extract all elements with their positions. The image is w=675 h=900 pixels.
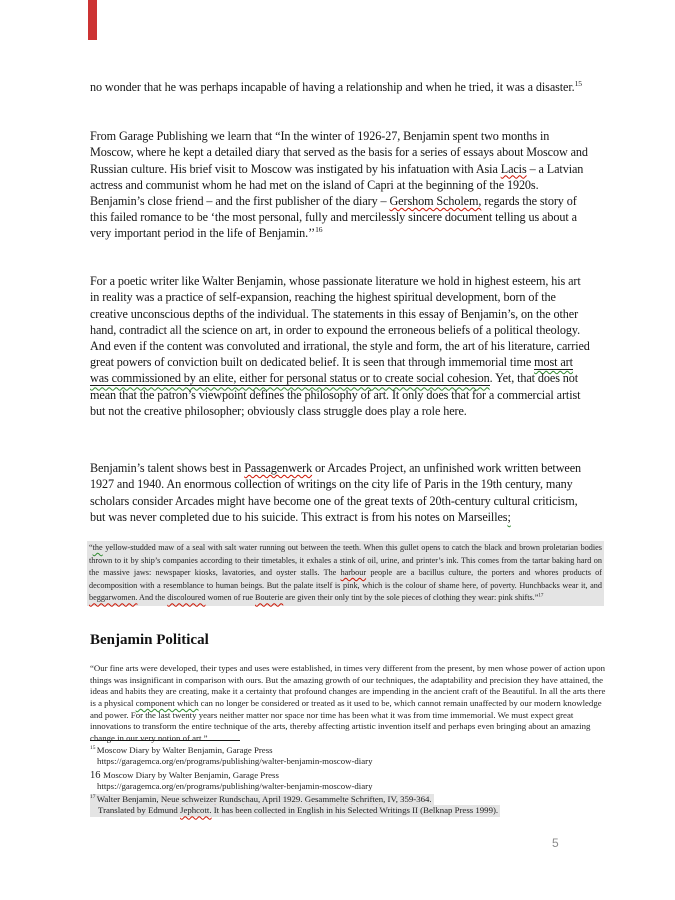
footnote-16-citation	[90, 770, 600, 781]
text-segment-sup: 17	[538, 592, 544, 599]
text-segment-sqred: Bouterie	[255, 593, 284, 603]
paragraph-poetic-writer	[90, 273, 590, 419]
footnote-17-translation	[90, 805, 600, 816]
text-segment-plain: are given their only tint by the sole pieces of clothing they wear: pink shifts.”	[283, 593, 539, 603]
text-segment-sup: 16	[315, 225, 323, 235]
text-segment-plain: yellow-studded maw of a seal with salt water running out between the teeth. When this gullet opens to catch the black and brown proletarian bodies thrown to it by ship’s companies according to their timetables, it exhales a stink of oil, urine, and printer’s ink. This comes from the tartar baking hard on the massive jaws: newspaper kiosks, lavatories, and oyster stalls. The	[89, 543, 602, 578]
text-segment-sqred: Lacis	[500, 161, 527, 176]
text-segment-sqred: beggarwomen.	[89, 593, 138, 603]
text-segment-sqgreen: component which	[135, 697, 199, 708]
footnote-17-citation	[90, 794, 600, 805]
text-segment-plain: can no longer be considered or treated as it used to be, which cannot remain unaffected by our modern knowledge and power. For the last twenty years neither matter nor space nor time has been what it was from time immemorial. We must expect great innovations to transform the entire technique of the arts, thereby affecting artistic invention itself and perhaps even bringing about an amazing change in our very notion of art.”	[90, 697, 602, 744]
footnote-separator	[90, 740, 240, 741]
text-segment-sup: 15	[574, 79, 582, 89]
text-segment-sqred: Jephcott.	[180, 805, 212, 816]
text-segment-plain: IV, 359-364.	[385, 794, 432, 805]
fine-arts-quote-paragraph	[90, 663, 607, 745]
section-heading-benjamin-political: Benjamin Political	[90, 632, 209, 649]
text-segment-sqred: Gershom Scholem,	[389, 194, 482, 208]
text-segment-sqred: Passagenwerk	[244, 461, 313, 476]
footnotes-section	[90, 745, 600, 819]
text-segment-plain: regards the story of this failed romance to be ‘the most personal, fully and mercilessly sincere document telling us about a very important period in the life of Benjamin.’’	[90, 194, 577, 241]
text-segment-sqred: discoloured	[167, 593, 206, 603]
text-segment-plain: “	[89, 543, 93, 552]
red-marker-bar	[88, 0, 97, 40]
text-segment-sqred: Neue schweizer Rundschau,	[160, 794, 261, 805]
text-segment-plain: Moscow Diary by Walter Benjamin, Garage Press	[103, 769, 279, 780]
footnote-15-url: https://garagemca.org/en/programs/publishing/walter-benjamin-moscow-diary	[97, 756, 373, 767]
marseilles-quote-block	[87, 541, 604, 606]
text-segment-plain: Walter Benjamin,	[96, 794, 161, 805]
text-segment-plain: people are a bacillus culture, the porters and whores products of decomposition with a resemblance to human beings. But the palate itself is pink, which is the colour of shame here, of poverty. Hunchbacks wear it, and	[89, 568, 603, 590]
text-segment-usqgreen: most art was commissioned by an elite, either for personal status or to create social cohesion	[90, 355, 573, 386]
text-segment-plain: It has been collected in English in his Selected Writings II (Belknap Press 1999).	[211, 805, 499, 816]
text-segment-plain: “Our fine arts were developed, their types and uses were established, in times very different from the present, by men whose power of action upon things was insignificant in comparison with ours. But the amazing growth of our techniques, the adaptability and precision they have attained, the ideas and habits they are creating, make it a certainty that profound changes are impending in the ancient craft of the Beautiful. In all the arts there is a physical	[90, 662, 606, 708]
footnote-16-url: https://garagemca.org/en/programs/publishing/walter-benjamin-moscow-diary	[97, 780, 373, 791]
text-segment-plain: . Yet, that does not mean that the patron’s viewpoint defines the philosophy of art. It only does that for a commercial artist but not the creative philosopher; obviously class struggle does play a role here.	[90, 371, 581, 418]
page-number: 5	[552, 836, 559, 850]
footnote-17-citation-text	[90, 794, 434, 805]
text-segment-sup: 17	[90, 794, 97, 801]
footnote-17-translation-text	[90, 805, 500, 816]
text-segment-sqred: Gesammelte Schriften,	[304, 794, 386, 805]
text-segment-plain: Moscow Diary by Walter Benjamin, Garage Press	[96, 745, 273, 755]
text-segment-plain: April 1929.	[260, 794, 305, 805]
text-segment-plain: Benjamin’s talent shows best in	[90, 461, 245, 476]
text-segment-plain: For a poetic writer like Walter Benjamin, whose passionate literature we hold in highest esteem, his art in reality was a practice of self-expansion, reaching the highest spiritual development, born of the creative unconscious depths of the individual. The statements in this essay of Benjamin’s, on the other hand, contradict all the science on art, in order to expound the erroneous beliefs of a political theology. And even if the content was convoluted and irrational, the style and form, the art of his literature, carried great powers of conviction built on dedicated belief. It is seen that through immemorial time	[90, 274, 590, 370]
text-segment-sqgreen: ;	[507, 509, 511, 524]
text-segment-plain: Translated by Edmund	[98, 805, 181, 816]
text-segment-plain: or Arcades Project, an unfinished work written between 1927 and 1940. An enormous collection of writings on the city life of Paris in the 19th century, many scholars consider Arcades might have become one of the great texts of 20th-century cultural criticism, but was never completed due to his suicide. This extract is from his notes on Marseilles	[90, 461, 582, 524]
footnote-16	[90, 770, 600, 793]
paragraph-disaster	[90, 79, 590, 95]
text-segment-sup: 15	[90, 745, 97, 752]
text-segment-fnum: 16	[90, 769, 104, 781]
text-segment-plain: women of rue	[205, 593, 256, 603]
paragraph-arcades-project	[90, 460, 590, 525]
text-segment-plain: From Garage Publishing we learn that “In the winter of 1926-27, Benjamin spent two months in Moscow, where he kept a detailed diary that served as the basis for a series of essays about Moscow and Russian culture. His brief visit to Moscow was instigated by his infatuation with Asia	[90, 129, 588, 176]
text-segment-plain: – a Latvian actress and communist whom he had met on the island of Capri at the beginning of the 1920s. Benjamin’s close friend – and the first publisher of the diary –	[90, 161, 584, 208]
footnote-15	[90, 745, 600, 768]
footnote-15-citation	[90, 745, 600, 756]
text-segment-sqred: harbour	[340, 568, 367, 578]
text-segment-plain: And the	[137, 593, 168, 603]
paragraph-garage-publishing	[90, 128, 590, 241]
text-segment-sqgreen: the	[92, 543, 103, 552]
text-segment-plain: no wonder that he was perhaps incapable of having a relationship and when he tried, it was a disaster.	[90, 80, 575, 95]
footnote-17	[90, 794, 600, 817]
